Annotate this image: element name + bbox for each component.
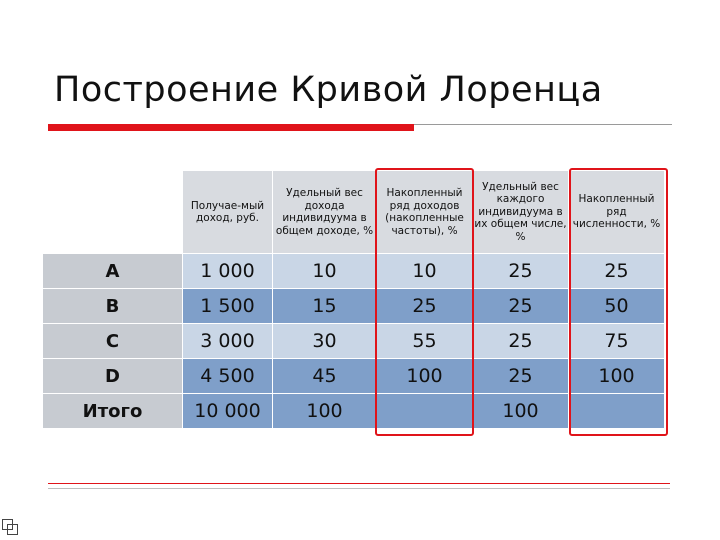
header-income: Получае-мый доход, руб.	[183, 171, 273, 254]
cell-cumulative-income: 55	[377, 324, 473, 359]
cell-population-share: 25	[473, 359, 569, 394]
header-cumulative-population: Накопленный ряд численности, %	[569, 171, 665, 254]
row-label: D	[43, 359, 183, 394]
row-label: C	[43, 324, 183, 359]
cell-income-share: 45	[273, 359, 377, 394]
cell-cumulative-population	[569, 394, 665, 429]
cell-income: 1 500	[183, 289, 273, 324]
header-corner	[43, 171, 183, 254]
cell-cumulative-income	[377, 394, 473, 429]
table-row-total	[43, 394, 665, 429]
row-label: A	[43, 254, 183, 289]
cell-cumulative-population: 50	[569, 289, 665, 324]
table-row	[43, 324, 665, 359]
page-title: Построение Кривой Лоренца	[54, 70, 603, 110]
cell-income-share: 10	[273, 254, 377, 289]
row-label: B	[43, 289, 183, 324]
cell-income: 1 000	[183, 254, 273, 289]
cell-population-share: 25	[473, 324, 569, 359]
header-population-share: Удельный вес каждого индивидуума в их общем числе, %	[473, 171, 569, 254]
cell-cumulative-income: 100	[377, 359, 473, 394]
row-label: Итого	[43, 394, 183, 429]
table-row	[43, 359, 665, 394]
cell-income: 3 000	[183, 324, 273, 359]
cell-population-share: 100	[473, 394, 569, 429]
header-income-share: Удельный вес дохода индивидуума в общем доходе, %	[273, 171, 377, 254]
cell-income: 4 500	[183, 359, 273, 394]
footer-rule-red	[48, 483, 670, 484]
table-row	[43, 254, 665, 289]
footer-rule-gray	[48, 488, 670, 489]
cell-cumulative-income: 10	[377, 254, 473, 289]
cell-income-share: 15	[273, 289, 377, 324]
header-cumulative-income: Накопленный ряд доходов (накопленные частоты), %	[377, 171, 473, 254]
cell-income-share: 100	[273, 394, 377, 429]
cell-population-share: 25	[473, 289, 569, 324]
cell-cumulative-population: 75	[569, 324, 665, 359]
title-accent-bar	[48, 124, 414, 131]
cell-cumulative-population: 100	[569, 359, 665, 394]
cell-income-share: 30	[273, 324, 377, 359]
table-row	[43, 289, 665, 324]
cell-cumulative-income: 25	[377, 289, 473, 324]
cell-cumulative-population: 25	[569, 254, 665, 289]
corner-square-icon	[7, 524, 18, 535]
cell-income: 10 000	[183, 394, 273, 429]
lorenz-table	[42, 170, 665, 429]
table-header-row	[43, 171, 665, 254]
cell-population-share: 25	[473, 254, 569, 289]
